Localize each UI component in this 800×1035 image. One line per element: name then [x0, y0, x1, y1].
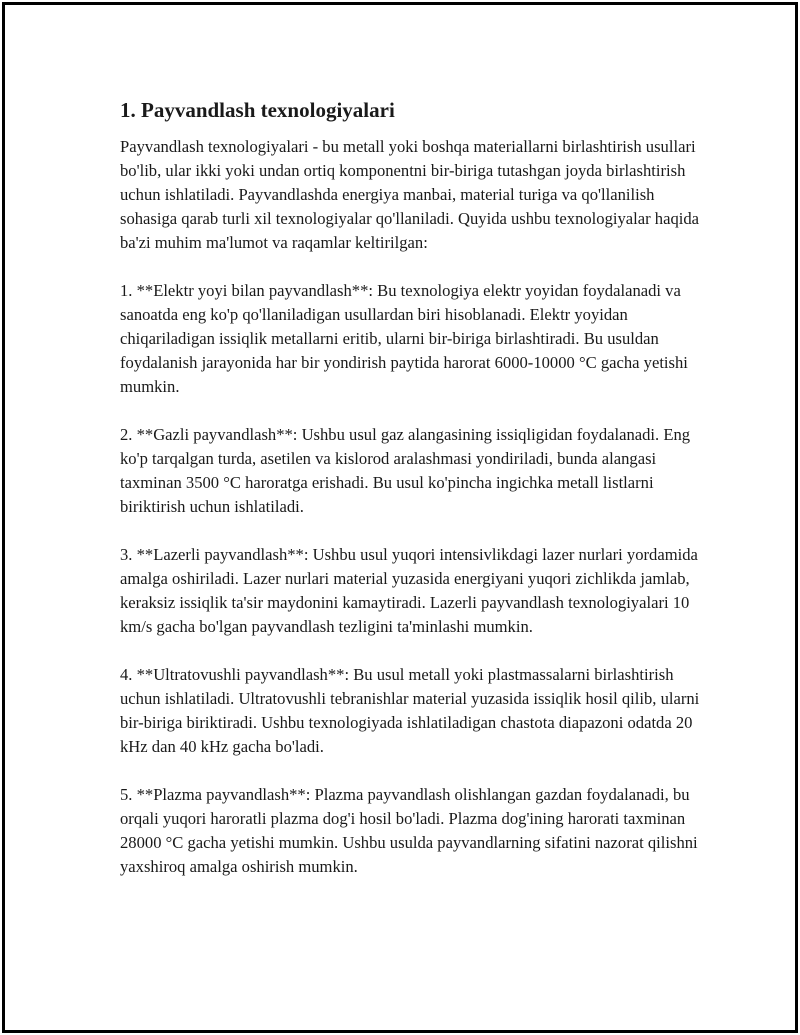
document-title: 1. Payvandlash texnologiyalari: [120, 98, 395, 122]
paragraph-gas-welding: 2. **Gazli payvandlash**: Ushbu usul gaz alangasining issiqligidan foydalanadi. Eng ko'p tarqalgan turda, asetilen va kislorod aralashmasi yondiriladi, bunda alangasi taxminan 3500 °C haroratga erishadi. Bu usul ko'pincha ingichka metall listlarni biriktirish uchun ishlatiladi.: [120, 425, 691, 516]
paragraph-electric-arc-welding: 1. **Elektr yoyi bilan payvandlash**: Bu texnologiya elektr yoyidan foydalanadi va sanoatda eng ko'p qo'llaniladigan usullardan biri hisoblanadi. Elektr yoyidan chiqariladigan issiqlik metallarni eritib, ularni bir-biriga birlashtiradi. Bu usuldan foydalanish jarayonida har bir yondirish paytida harorat 6000-10000 °C gacha yetishi mumkin.: [120, 281, 688, 396]
intro-paragraph: Payvandlash texnologiyalari - bu metall yoki boshqa materiallarni birlashtirish usullari bo'lib, ular ikki yoki undan ortiq komponentni bir-biriga tutashgan joyda birlashtirish uchun ishlatiladi. Payvandlashda energiya manbai, material turiga va qo'llanilish sohasiga qarab turli xil texnologiyalar qo'llaniladi. Quyida ushbu texnologiyalar haqida ba'zi muhim ma'lumot va raqamlar keltirilgan:: [120, 137, 700, 252]
paragraph-laser-welding: 3. **Lazerli payvandlash**: Ushbu usul yuqori intensivlikdagi lazer nurlari yordamida amalga oshiriladi. Lazer nurlari material yuzasida energiyani yuqori zichlikda jamlab, keraksiz issiqlik ta'sir maydonini kamaytiradi. Lazerli payvandlash texnologiyalari 10 km/s gacha bo'lgan payvandlash tezligini ta'minlashi mumkin.: [120, 545, 698, 636]
document-body: [120, 96, 700, 903]
paragraph-plasma-welding: 5. **Plazma payvandlash**: Plazma payvandlash olishlangan gazdan foydalanadi, bu orqali yuqori haroratli plazma dog'i hosil bo'ladi. Plazma dog'ining harorati taxminan 28000 °C gacha yetishi mumkin. Ushbu usulda payvandlarning sifatini nazorat qilishni yaxshiroq amalga oshirish mumkin.: [120, 785, 698, 876]
paragraph-ultrasonic-welding: 4. **Ultratovushli payvandlash**: Bu usul metall yoki plastmassalarni birlashtirish uchun ishlatiladi. Ultratovushli tebranishlar material yuzasida issiqlik hosil qilib, ularni bir-biriga biriktiradi. Ushbu texnologiyada ishlatiladigan chastota diapazoni odatda 20 kHz dan 40 kHz gacha bo'ladi.: [120, 665, 700, 756]
document-page: [2, 2, 798, 1033]
